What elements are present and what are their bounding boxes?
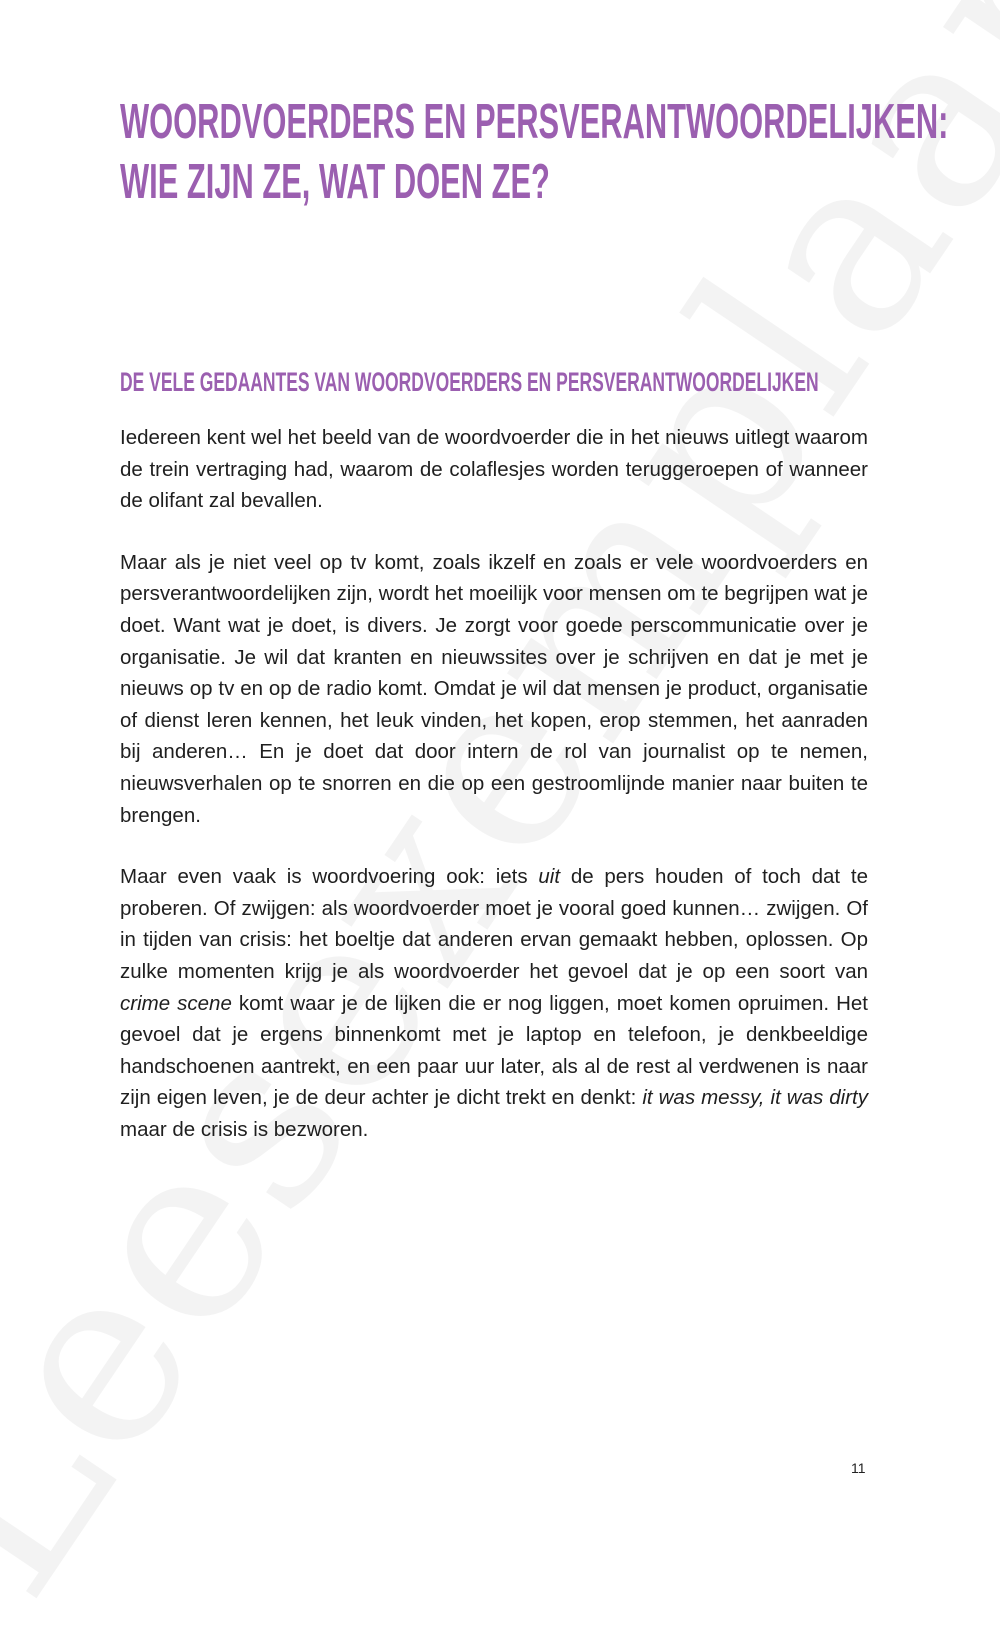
italic-run: crime scene (120, 991, 232, 1015)
italic-run: it was messy, it was dirty (642, 1086, 868, 1110)
body-text (120, 422, 868, 1175)
paragraph-1: Iedereen kent wel het beeld van de woordvoerder die in het nieuws uitlegt waarom de trein vertraging had, waarom de colaflesjes worden teruggeroepen of wanneer de olifant zal bevallen. (120, 426, 868, 513)
text-run: maar de crisis is bezworen. (120, 1117, 369, 1141)
chapter-title-line-2: WIE ZIJN ZE, WAT DOEN ZE? (120, 155, 550, 209)
paragraph-2: Maar als je niet veel op tv komt, zoals ikzelf en zoals er vele woordvoerders en persverantwoordelijken zijn, wordt het moeilijk voor mensen om te begrijpen wat je doet. Want wat je doet, is divers. Je zorgt voor goede perscommunicatie over je organisatie. Je wil dat kranten en nieuwssites over je schrijven en dat je met je nieuws op tv en op de radio komt. Omdat je wil dat mensen je product, organisatie of dienst leren kennen, het leuk vinden, het kopen, erop stemmen, het aanraden bij anderen… En je doet dat door intern de rol van journalist op te nemen, nieuwsverhalen op te snorren en die op een gestroomlijnde manier naar buiten te brengen. (120, 550, 868, 827)
paragraph-3 (120, 861, 868, 1145)
text-run: Maar even vaak is woordvoering ook: iets (120, 865, 539, 889)
text-run: de pers houden of toch dat te proberen. Of zwijgen: als woordvoerder moet je vooral goed kunnen… zwijgen. Of in tijden van crisis: het boeltje dat anderen ervan gemaakt hebben, oplossen. Op zulke momenten krijg je als woordvoerder het gevoel dat je op een soort van (120, 865, 868, 983)
text-run: komt waar je de lijken die er nog liggen, moet komen opruimen. Het gevoel dat je ergens binnenkomt met je laptop en telefoon, je denkbeeldige handschoenen aantrekt, en een paar uur later, als al de rest al verdwenen is naar zijn eigen leven, je de deur achter je dicht trekt en denkt: (120, 991, 869, 1110)
chapter-title (120, 92, 949, 212)
page-number: 11 (851, 1460, 866, 1476)
italic-run: uit (538, 865, 561, 889)
chapter-title-line-1: WOORDVOERDERS EN PERSVERANTWOORDELIJKEN: (120, 95, 949, 149)
section-heading: DE VELE GEDAANTES VAN WOORDVOERDERS EN PERSVERANTWOORDELIJKEN (120, 367, 819, 397)
